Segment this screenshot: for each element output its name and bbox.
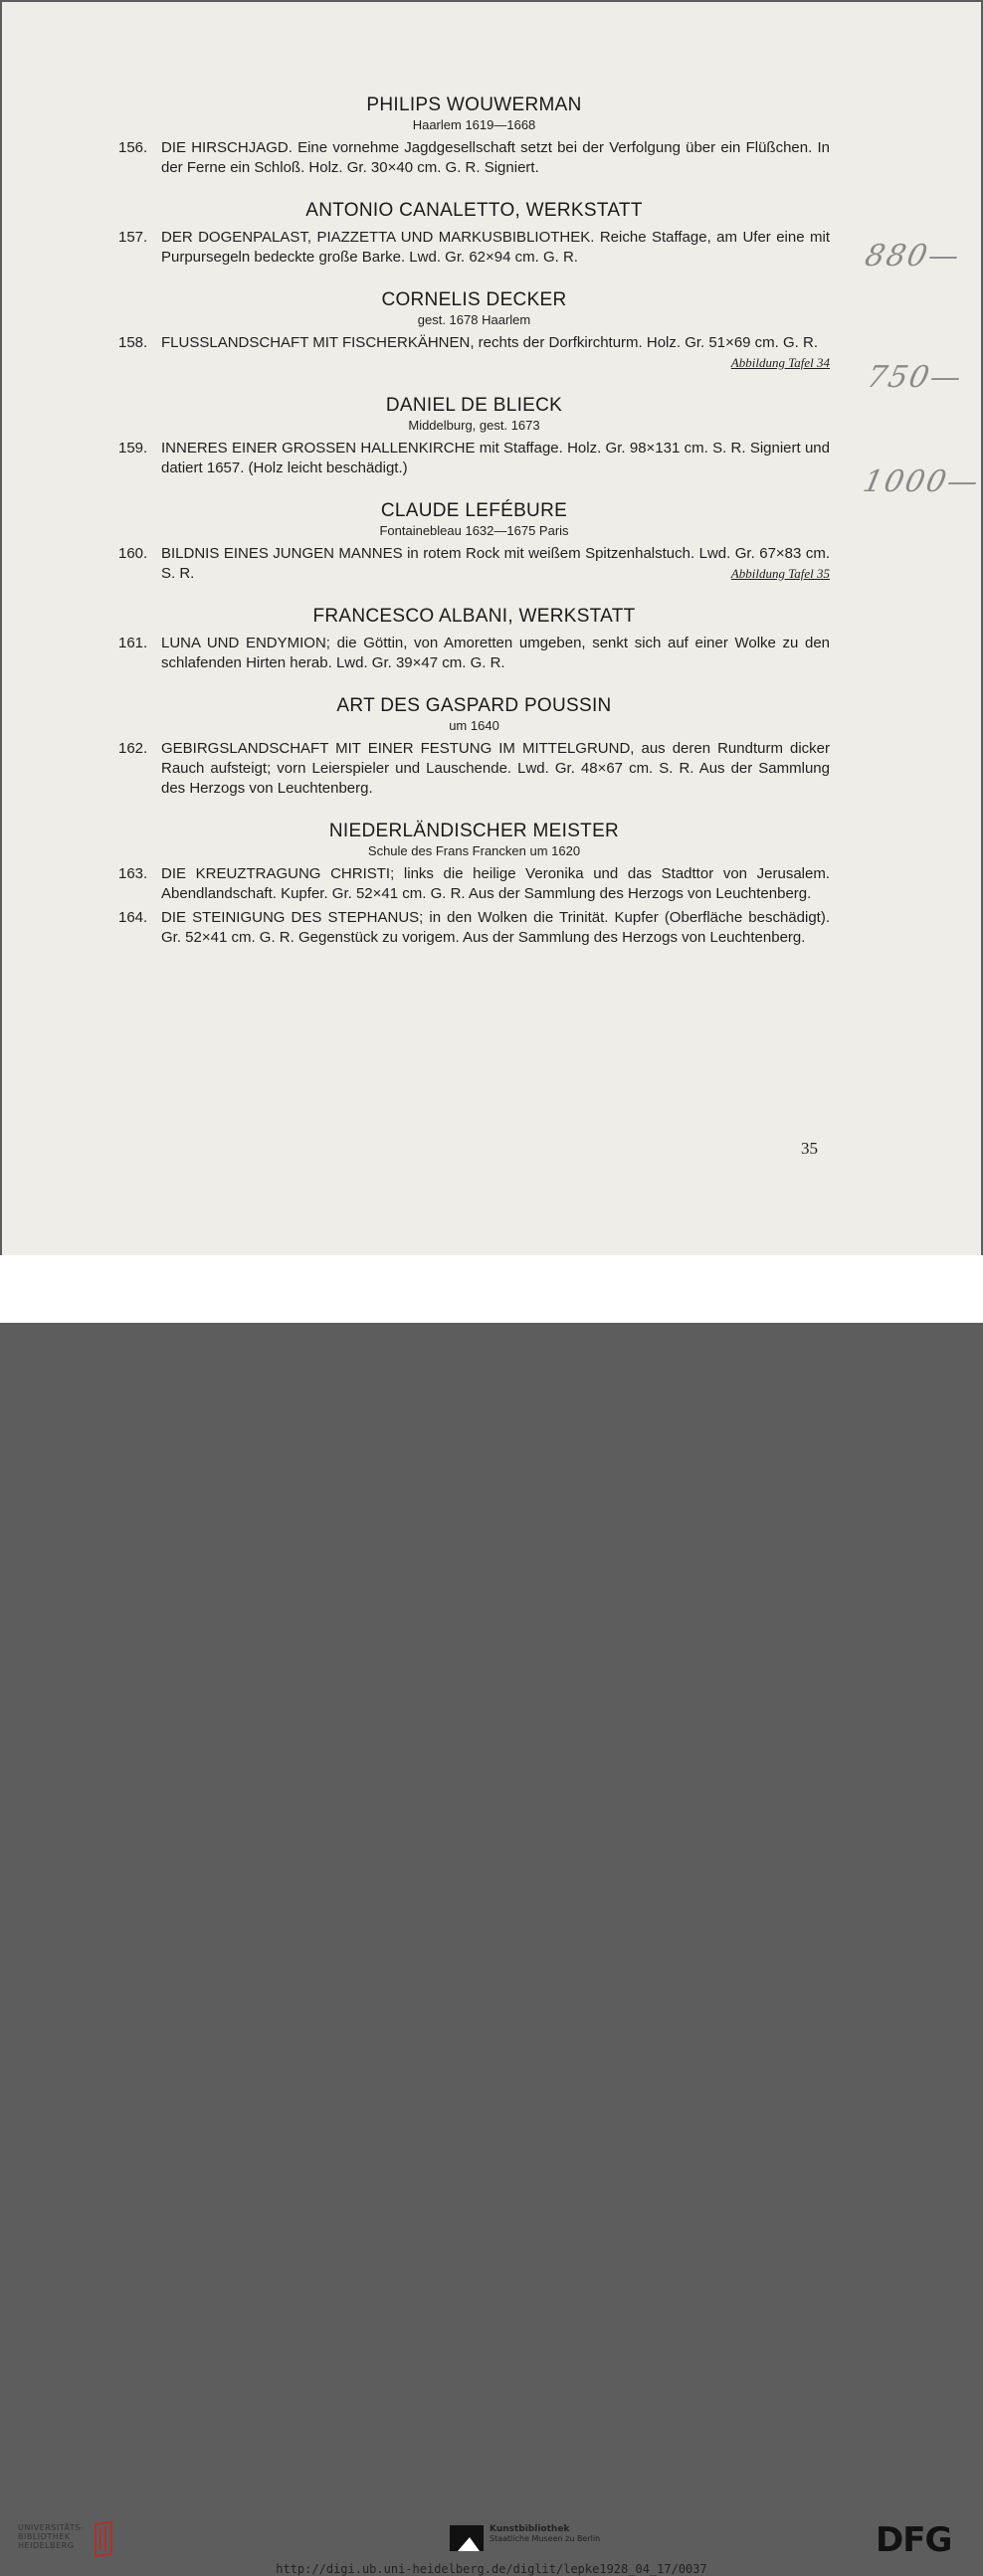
kunstbibliothek-label[interactable] [490,2524,600,2544]
lot-description: LUNA UND ENDYMION; die Göttin, von Amoretten umgeben, senkt sich auf einer Wolke zu den schlafenden Hirten herab. Lwd. Gr. 39×47 cm. G. R. [161,635,830,671]
ub-logo-line: HEIDELBERG [18,2541,75,2550]
lot-number: 158. [118,334,148,351]
lot-description: INNERES EINER GROSSEN HALLENKIRCHE mit Staffage. Holz. Gr. 98×131 cm. S. R. Signiert und datiert 1657. (Holz leicht beschädigt.) [161,440,830,476]
artist-section [118,94,830,178]
lot-description: GEBIRGSLANDSCHAFT MIT EINER FESTUNG IM MITTELGRUND, aus deren Rundturm dicker Rauch aufsteigt; vorn Leierspieler und Lauschende. Lwd. Gr. 48×67 cm. S. R. Aus der Sammlung des Herzogs von Leuchtenberg. [161,740,830,797]
lot-description: DIE HIRSCHJAGD. Eine vornehme Jagdgesellschaft setzt bei der Verfolgung über ein Flüßchen. In der Ferne ein Schloß. Holz. Gr. 30×40 cm. G. R. Signiert. [161,139,830,176]
ub-logo-line: BIBLIOTHEK [18,2532,71,2541]
artist-section [118,289,830,373]
lot-description: DER DOGENPALAST, PIAZZETTA UND MARKUSBIBLIOTHEK. Reiche Staffage, am Ufer eine mit Purpursegeln bedeckte große Barke. Lwd. Gr. 62×94 cm. G. R. [161,229,830,266]
catalog-entry [118,634,830,673]
footer-bar [0,1255,983,2576]
handwritten-price-157: 880— [862,239,964,274]
artist-heading: DANIEL DE BLIECK [385,395,563,416]
catalog-entry [118,739,830,799]
lot-number: 156. [118,139,148,156]
permalink-url[interactable]: http://digi.ub.uni-heidelberg.de/diglit/lepke1928_04_17/0037 [276,2562,707,2576]
artist-section [118,500,830,584]
section-spacer [118,584,830,606]
artist-section [118,606,830,673]
artist-origin: Fontainebleau 1632—1675 Paris [379,523,569,538]
artist-section [118,200,830,268]
lot-number: 164. [118,909,148,926]
catalog-entries [118,94,830,948]
artist-origin: Middelburg, gest. 1673 [408,418,540,433]
page-number: 35 [801,1139,818,1158]
catalog-page [2,2,981,1255]
catalog-entry [118,908,830,948]
lot-number: 163. [118,865,148,882]
artist-heading: CORNELIS DECKER [381,289,567,310]
catalog-entry [118,138,830,178]
artist-section [118,395,830,478]
catalog-entry [118,333,830,373]
artist-origin: Haarlem 1619—1668 [412,117,536,132]
artist-section [118,821,830,948]
lot-number: 162. [118,740,148,757]
section-spacer [118,178,830,200]
artist-heading: FRANCESCO ALBANI, WERKSTATT [312,606,636,627]
lot-description: BILDNIS EINES JUNGEN MANNES in rotem Rock mit weißem Spitzenhalstuch. Lwd. Gr. 67×83 cm. S. R. [161,545,830,582]
lot-description: DIE KREUZTRAGUNG CHRISTI; links die heilige Veronika und das Stadttor von Jerusalem. Abendlandschaft. Kupfer. Gr. 52×41 cm. G. R. Aus der Sammlung des Herzogs von Leuchtenberg. [161,865,830,902]
catalog-entry [118,544,830,584]
kb-subtitle: Staatliche Museen zu Berlin [490,2534,601,2543]
artist-origin: Schule des Frans Francken um 1620 [367,843,581,858]
handwritten-price-158: 750— [864,360,966,395]
artist-heading: CLAUDE LEFÉBURE [380,500,568,521]
artist-origin: gest. 1678 Haarlem [417,312,531,327]
section-spacer [118,373,830,395]
artist-section [118,695,830,799]
catalog-entry [118,439,830,478]
artist-heading: ANTONIO CANALETTO, WERKSTATT [305,200,643,221]
lot-description: DIE STEINIGUNG DES STEPHANUS; in den Wolken die Trinität. Kupfer (Oberfläche beschädigt). Gr. 52×41 cm. G. R. Gegenstück zu vorigem. Aus der Sammlung des Herzogs von Leuchtenberg. [161,909,830,946]
artist-heading: NIEDERLÄNDISCHER MEISTER [328,821,620,841]
lot-number: 161. [118,635,148,651]
dfg-logo[interactable]: DFG [876,2520,952,2560]
kunstbibliothek-logo-icon [450,2525,484,2551]
illustration-reference: Abbildung Tafel 35 [730,566,830,581]
lot-number: 159. [118,440,148,457]
catalog-entry [118,228,830,268]
handwritten-price-159: 1000— [860,464,983,499]
section-spacer [118,673,830,695]
ub-logo-line: UNIVERSITÄTS- [18,2523,85,2532]
lot-description: FLUSSLANDSCHAFT MIT FISCHERKÄHNEN, rechts der Dorfkirchturm. Holz. Gr. 51×69 cm. G. R. [161,334,819,351]
artist-origin: um 1640 [449,718,499,733]
section-spacer [118,799,830,821]
section-spacer [118,478,830,500]
kb-title: Kunstbibliothek [490,2524,570,2534]
section-spacer [118,268,830,289]
ub-emblem-icon [92,2520,117,2558]
lot-number: 160. [118,545,148,562]
lot-number: 157. [118,229,148,246]
catalog-entry [118,864,830,904]
artist-heading: PHILIPS WOUWERMAN [366,94,582,115]
illustration-reference: Abbildung Tafel 34 [730,355,830,370]
ub-heidelberg-logo[interactable] [18,2523,84,2550]
artist-heading: ART DES GASPARD POUSSIN [336,695,612,716]
